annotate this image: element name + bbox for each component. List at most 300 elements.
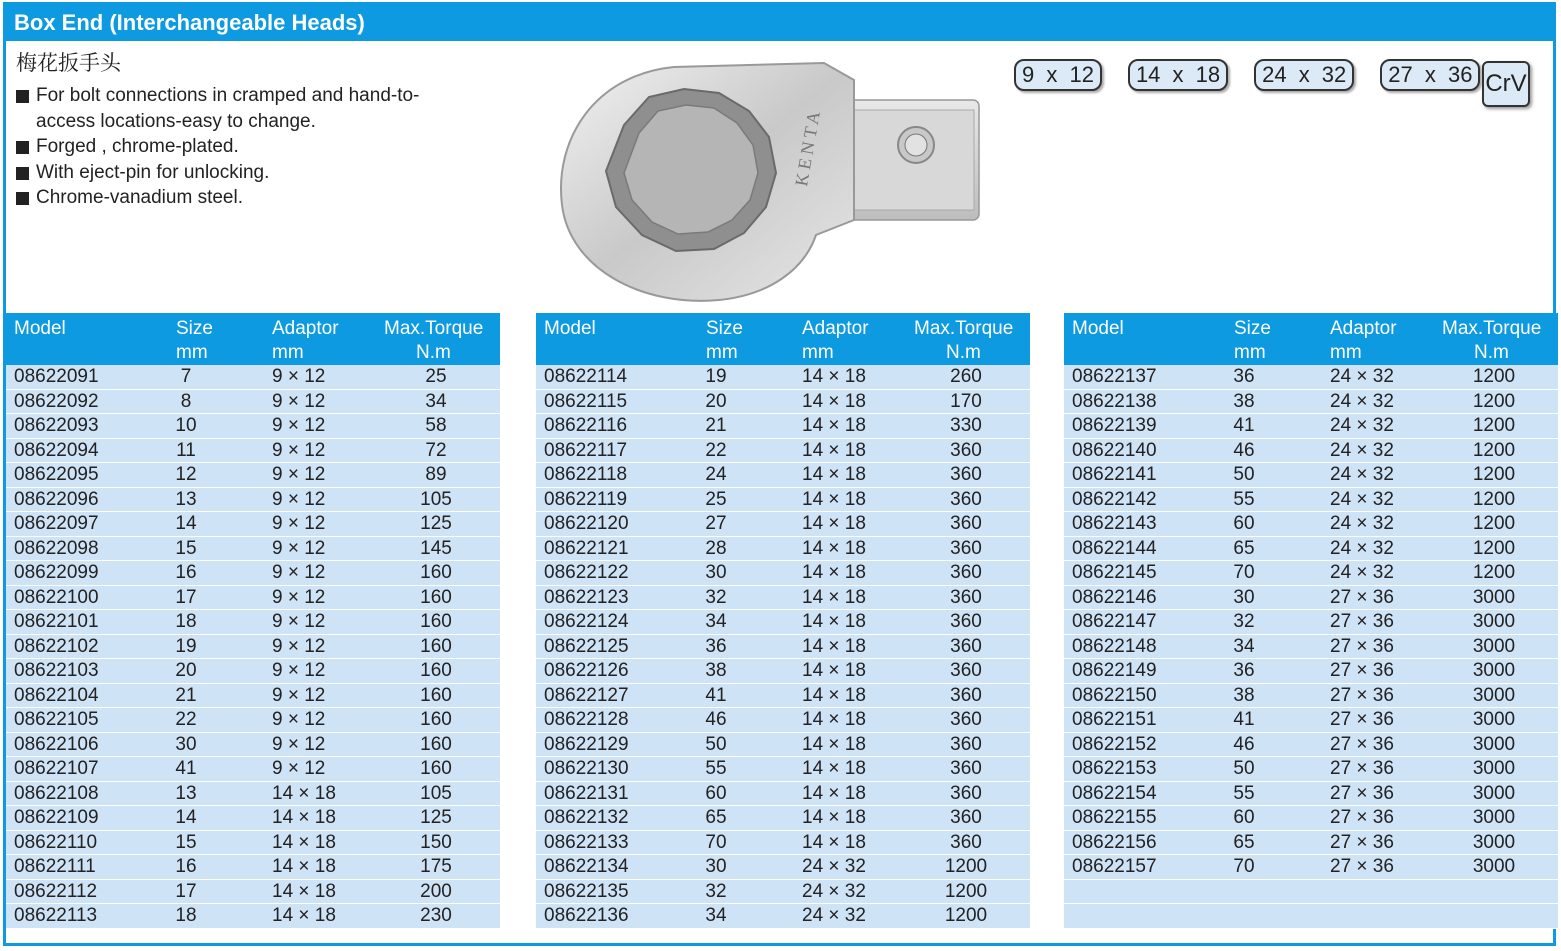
- adaptor-cell: 14 × 18: [272, 905, 336, 926]
- model-cell: 08622144: [1072, 537, 1157, 559]
- model-cell: 08622136: [544, 905, 629, 926]
- adaptor-cell: 24 × 32: [1330, 464, 1394, 485]
- torque-cell: 1200: [944, 880, 988, 902]
- model-cell: 08622139: [1072, 415, 1157, 436]
- header-torque: Max.Torque: [914, 318, 1014, 339]
- feature-item: Chrome-vanadium steel.: [16, 185, 456, 211]
- adaptor-cell: 9 × 12: [272, 733, 326, 755]
- adaptor-cell: 9 × 12: [272, 586, 326, 608]
- adaptor-cell: 14 × 18: [802, 709, 866, 730]
- size-cell: 30: [705, 856, 727, 877]
- size-cell: 16: [175, 856, 197, 877]
- torque-cell: 170: [950, 390, 982, 412]
- size-cell: 65: [1233, 831, 1255, 853]
- feature-item: With eject-pin for unlocking.: [16, 160, 456, 186]
- size-cell: 21: [175, 684, 197, 706]
- model-cell: 08622097: [14, 513, 99, 534]
- torque-cell: 3000: [1472, 709, 1516, 730]
- table-row: [1064, 659, 1558, 684]
- torque-cell: 360: [950, 537, 982, 559]
- size-cell: 12: [175, 464, 197, 485]
- table-row: [536, 512, 1030, 537]
- adaptor-cell: 9 × 12: [272, 488, 326, 510]
- chinese-subtitle: 梅花扳手头: [16, 51, 121, 75]
- size-cell: 65: [1233, 537, 1255, 559]
- header-torque-unit: N.m: [1474, 342, 1509, 363]
- model-cell: 08622098: [14, 537, 99, 559]
- torque-cell: 3000: [1472, 856, 1516, 877]
- size-cell: 65: [705, 807, 727, 828]
- feature-list: [16, 83, 456, 211]
- size-cell: 60: [705, 782, 727, 804]
- table-row: [6, 561, 500, 586]
- model-cell: 08622117: [544, 439, 628, 461]
- size-cell: 55: [705, 758, 727, 779]
- adaptor-cell: 24 × 32: [1330, 513, 1394, 534]
- table-row: [536, 463, 1030, 488]
- adaptor-cell: 9 × 12: [272, 439, 326, 461]
- table-row: [6, 684, 500, 709]
- header-size-unit: mm: [1234, 342, 1266, 363]
- header-adaptor: Adaptor: [272, 318, 339, 339]
- model-cell: 08622113: [14, 905, 98, 926]
- size-cell: 36: [1233, 366, 1255, 387]
- table-row: [6, 708, 500, 733]
- size-cell: 46: [1233, 439, 1255, 461]
- table-row: [6, 806, 500, 831]
- table-row: [536, 537, 1030, 562]
- model-cell: 08622143: [1072, 513, 1157, 534]
- size-cell: 8: [180, 390, 192, 412]
- torque-cell: 160: [420, 611, 452, 632]
- size-cell: 13: [175, 488, 197, 510]
- table-row: [6, 365, 500, 390]
- header-torque-unit: N.m: [416, 342, 451, 363]
- table-row: [6, 635, 500, 660]
- torque-cell: 360: [950, 758, 982, 779]
- table-row: [536, 806, 1030, 831]
- adaptor-cell: 27 × 36: [1330, 635, 1394, 657]
- torque-cell: 125: [420, 807, 452, 828]
- torque-cell: 1200: [1472, 366, 1516, 387]
- size-cell: 60: [1233, 807, 1255, 828]
- model-cell: 08622120: [544, 513, 629, 534]
- torque-cell: 3000: [1472, 831, 1516, 853]
- adaptor-cell: 14 × 18: [272, 807, 336, 828]
- adaptor-cell: 9 × 12: [272, 684, 326, 706]
- header-model: Model: [544, 318, 596, 339]
- size-cell: 17: [175, 880, 197, 902]
- model-cell: 08622126: [544, 660, 629, 681]
- table-row: [6, 831, 500, 856]
- size-cell: 30: [1233, 586, 1255, 608]
- torque-cell: 160: [420, 562, 452, 583]
- size-cell: 19: [705, 366, 727, 387]
- adaptor-cell: 14 × 18: [802, 733, 866, 755]
- adaptor-cell: 14 × 18: [802, 464, 866, 485]
- table-row: [6, 782, 500, 807]
- size-cell: 60: [1233, 513, 1255, 534]
- adaptor-cell: 14 × 18: [802, 782, 866, 804]
- size-cell: 50: [1233, 464, 1255, 485]
- adaptor-cell: 27 × 36: [1330, 586, 1394, 608]
- size-cell: 34: [705, 611, 727, 632]
- adaptor-cell: 14 × 18: [802, 758, 866, 779]
- torque-cell: 3000: [1472, 733, 1516, 755]
- model-cell: 08622091: [14, 366, 99, 387]
- table-row: [1064, 806, 1558, 831]
- size-cell: 46: [1233, 733, 1255, 755]
- table-row: [6, 757, 500, 782]
- model-cell: 08622103: [14, 660, 99, 681]
- size-cell: 41: [1233, 709, 1255, 730]
- size-cell: 38: [705, 660, 727, 681]
- torque-cell: 360: [950, 586, 982, 608]
- torque-cell: 360: [950, 562, 982, 583]
- adaptor-cell: 27 × 36: [1330, 709, 1394, 730]
- model-cell: 08622157: [1072, 856, 1157, 877]
- model-cell: 08622125: [544, 635, 629, 657]
- adaptor-cell: 27 × 36: [1330, 660, 1394, 681]
- header-size: Size: [706, 318, 743, 339]
- adaptor-cell: 14 × 18: [802, 415, 866, 436]
- size-cell: 14: [175, 807, 197, 828]
- size-cell: 41: [705, 684, 727, 706]
- adaptor-cell: 14 × 18: [802, 586, 866, 608]
- adaptor-cell: 9 × 12: [272, 709, 326, 730]
- header-size-unit: mm: [176, 342, 208, 363]
- table-row: [536, 757, 1030, 782]
- table-row: [6, 659, 500, 684]
- size-cell: 20: [705, 390, 727, 412]
- model-cell: 08622152: [1072, 733, 1157, 755]
- torque-cell: 160: [420, 684, 452, 706]
- table-row: [1064, 537, 1558, 562]
- model-cell: 08622093: [14, 415, 99, 436]
- model-cell: 08622114: [544, 366, 628, 387]
- model-cell: 08622115: [544, 390, 628, 412]
- adaptor-cell: 9 × 12: [272, 390, 326, 412]
- torque-cell: 3000: [1472, 635, 1516, 657]
- size-cell: 20: [175, 660, 197, 681]
- adaptor-cell: 9 × 12: [272, 464, 326, 485]
- header-adaptor: Adaptor: [802, 318, 869, 339]
- size-cell: 30: [705, 562, 727, 583]
- torque-cell: 1200: [1472, 562, 1516, 583]
- adaptor-cell: 14 × 18: [802, 537, 866, 559]
- model-cell: 08622127: [544, 684, 629, 706]
- adaptor-cell: 9 × 12: [272, 513, 326, 534]
- model-cell: 08622124: [544, 611, 629, 632]
- model-cell: 08622138: [1072, 390, 1157, 412]
- table-row: [1064, 390, 1558, 415]
- adaptor-cell: 9 × 12: [272, 635, 326, 657]
- adaptor-cell: 27 × 36: [1330, 611, 1394, 632]
- table-row: [6, 414, 500, 439]
- torque-cell: 360: [950, 709, 982, 730]
- model-cell: 08622146: [1072, 586, 1157, 608]
- torque-cell: 150: [420, 831, 452, 853]
- adaptor-cell: 27 × 36: [1330, 782, 1394, 804]
- table-row: [536, 635, 1030, 660]
- model-cell: 08622147: [1072, 611, 1157, 632]
- adaptor-cell: 14 × 18: [802, 684, 866, 706]
- catalog-frame: [3, 2, 1556, 946]
- model-cell: 08622155: [1072, 807, 1157, 828]
- torque-cell: 3000: [1472, 758, 1516, 779]
- adaptor-cell: 14 × 18: [802, 366, 866, 387]
- table-row: [6, 512, 500, 537]
- header-model: Model: [1072, 318, 1124, 339]
- model-cell: 08622107: [14, 758, 99, 779]
- table-row: [1064, 855, 1558, 880]
- adaptor-cell: 27 × 36: [1330, 684, 1394, 706]
- torque-cell: 1200: [944, 856, 988, 877]
- torque-cell: 360: [950, 464, 982, 485]
- adaptor-cell: 9 × 12: [272, 366, 326, 387]
- model-cell: 08622134: [544, 856, 629, 877]
- torque-cell: 360: [950, 807, 982, 828]
- adaptor-cell: 24 × 32: [1330, 415, 1394, 436]
- model-cell: 08622116: [544, 415, 628, 436]
- model-cell: 08622105: [14, 709, 99, 730]
- table-row: [536, 365, 1030, 390]
- table-row: [6, 488, 500, 513]
- torque-cell: 89: [425, 464, 447, 485]
- adaptor-cell: 24 × 32: [1330, 562, 1394, 583]
- torque-cell: 160: [420, 758, 452, 779]
- table-row: [1064, 733, 1558, 758]
- header-model: Model: [14, 318, 66, 339]
- table-row: [6, 390, 500, 415]
- model-cell: 08622102: [14, 635, 99, 657]
- model-cell: 08622095: [14, 464, 99, 485]
- adaptor-cell: 14 × 18: [802, 660, 866, 681]
- table-row: [536, 390, 1030, 415]
- model-cell: 08622100: [14, 586, 99, 608]
- model-cell: 08622128: [544, 709, 629, 730]
- torque-cell: 3000: [1472, 660, 1516, 681]
- adaptor-cell: 9 × 12: [272, 758, 326, 779]
- feature-item: For bolt connections in cramped and hand-to-access locations-easy to change.: [16, 83, 456, 134]
- size-cell: 55: [1233, 782, 1255, 804]
- header-torque: Max.Torque: [384, 318, 484, 339]
- feature-item: Forged , chrome-plated.: [16, 134, 456, 160]
- table-row: [536, 610, 1030, 635]
- model-cell: 08622135: [544, 880, 629, 902]
- size-cell: 55: [1233, 488, 1255, 510]
- table-row: [1064, 439, 1558, 464]
- empty-row: [1064, 904, 1558, 929]
- table-row: [1064, 463, 1558, 488]
- model-cell: 08622141: [1072, 464, 1157, 485]
- table-row: [536, 855, 1030, 880]
- adaptor-cell: 24 × 32: [1330, 390, 1394, 412]
- adaptor-cell: 27 × 36: [1330, 758, 1394, 779]
- spec-table-2: [536, 313, 1030, 929]
- torque-cell: 1200: [1472, 464, 1516, 485]
- model-cell: 08622110: [14, 831, 98, 853]
- adaptor-cell: 27 × 36: [1330, 831, 1394, 853]
- header-adaptor-unit: mm: [802, 342, 834, 363]
- table-header: [536, 313, 1030, 365]
- size-cell: 22: [705, 439, 727, 461]
- table-row: [1064, 512, 1558, 537]
- size-cell: 14: [175, 513, 197, 534]
- size-cell: 11: [176, 439, 196, 461]
- adaptor-cell: 14 × 18: [802, 635, 866, 657]
- size-cell: 70: [705, 831, 727, 853]
- header-size: Size: [176, 318, 213, 339]
- torque-cell: 1200: [944, 905, 988, 926]
- table-row: [536, 414, 1030, 439]
- adaptor-cell: 24 × 32: [802, 856, 866, 877]
- torque-cell: 3000: [1472, 611, 1516, 632]
- model-cell: 08622132: [544, 807, 629, 828]
- table-row: [536, 439, 1030, 464]
- torque-cell: 1200: [1472, 390, 1516, 412]
- table-row: [1064, 586, 1558, 611]
- model-cell: 08622151: [1072, 709, 1157, 730]
- torque-cell: 25: [425, 366, 447, 387]
- model-cell: 08622153: [1072, 758, 1157, 779]
- table-row: [536, 586, 1030, 611]
- torque-cell: 3000: [1472, 807, 1516, 828]
- table-row: [6, 880, 500, 905]
- size-cell: 70: [1233, 856, 1255, 877]
- table-row: [1064, 684, 1558, 709]
- empty-row: [1064, 880, 1558, 905]
- material-badge: CrV: [1482, 61, 1530, 107]
- adaptor-cell: 24 × 32: [1330, 537, 1394, 559]
- adaptor-cell: 14 × 18: [802, 513, 866, 534]
- torque-cell: 160: [420, 635, 452, 657]
- size-cell: 36: [705, 635, 727, 657]
- adaptor-cell: 14 × 18: [272, 782, 336, 804]
- size-cell: 16: [175, 562, 197, 583]
- model-cell: 08622156: [1072, 831, 1157, 853]
- adaptor-badges: [1014, 59, 1480, 91]
- adaptor-cell: 24 × 32: [802, 905, 866, 926]
- size-cell: 46: [705, 709, 727, 730]
- torque-cell: 105: [420, 488, 452, 510]
- table-row: [1064, 488, 1558, 513]
- table-header: [6, 313, 500, 365]
- adaptor-cell: 27 × 36: [1330, 733, 1394, 755]
- adaptor-cell: 14 × 18: [802, 611, 866, 632]
- model-cell: 08622096: [14, 488, 99, 510]
- table-row: [536, 708, 1030, 733]
- size-cell: 7: [180, 366, 192, 387]
- model-cell: 08622137: [1072, 366, 1157, 387]
- size-cell: 21: [705, 415, 727, 436]
- table-row: [1064, 757, 1558, 782]
- model-cell: 08622149: [1072, 660, 1157, 681]
- model-cell: 08622106: [14, 733, 99, 755]
- table-row: [1064, 635, 1558, 660]
- size-cell: 41: [175, 758, 197, 779]
- model-cell: 08622111: [14, 856, 96, 877]
- table-row: [536, 561, 1030, 586]
- model-cell: 08622118: [544, 464, 628, 485]
- table-row: [6, 439, 500, 464]
- header-adaptor-unit: mm: [1330, 342, 1362, 363]
- table-row: [536, 904, 1030, 929]
- model-cell: 08622104: [14, 684, 99, 706]
- box-end-head-image: [554, 45, 984, 313]
- adaptor-cell: 27 × 36: [1330, 856, 1394, 877]
- size-cell: 32: [705, 586, 727, 608]
- size-cell: 34: [1233, 635, 1255, 657]
- torque-cell: 360: [950, 611, 982, 632]
- table-row: [6, 855, 500, 880]
- adaptor-badge: 24 x 32: [1254, 59, 1354, 91]
- adaptor-badge: 9 x 12: [1014, 59, 1102, 91]
- adaptor-cell: 14 × 18: [802, 439, 866, 461]
- model-cell: 08622099: [14, 562, 99, 583]
- model-cell: 08622154: [1072, 782, 1157, 804]
- table-row: [6, 537, 500, 562]
- size-cell: 15: [175, 831, 197, 853]
- table-header: [1064, 313, 1558, 365]
- model-cell: 08622131: [544, 782, 629, 804]
- model-cell: 08622148: [1072, 635, 1157, 657]
- adaptor-cell: 24 × 32: [1330, 366, 1394, 387]
- table-row: [536, 831, 1030, 856]
- spec-table-1: [6, 313, 500, 929]
- torque-cell: 360: [950, 831, 982, 853]
- size-cell: 30: [175, 733, 197, 755]
- torque-cell: 200: [420, 880, 452, 902]
- size-cell: 25: [705, 488, 727, 510]
- torque-cell: 230: [420, 905, 452, 926]
- table-row: [1064, 708, 1558, 733]
- header-torque-unit: N.m: [946, 342, 981, 363]
- torque-cell: 105: [420, 782, 452, 804]
- torque-cell: 260: [950, 366, 982, 387]
- model-cell: 08622142: [1072, 488, 1157, 510]
- table-row: [6, 904, 500, 929]
- torque-cell: 360: [950, 513, 982, 534]
- size-cell: 41: [1233, 415, 1255, 436]
- model-cell: 08622109: [14, 807, 99, 828]
- size-cell: 24: [705, 464, 727, 485]
- adaptor-badge: 27 x 36: [1380, 59, 1480, 91]
- torque-cell: 175: [420, 856, 452, 877]
- torque-cell: 145: [420, 537, 452, 559]
- torque-cell: 360: [950, 782, 982, 804]
- torque-cell: 360: [950, 635, 982, 657]
- model-cell: 08622123: [544, 586, 629, 608]
- size-cell: 50: [705, 733, 727, 755]
- table-row: [1064, 610, 1558, 635]
- adaptor-cell: 9 × 12: [272, 562, 326, 583]
- torque-cell: 58: [425, 415, 447, 436]
- size-cell: 36: [1233, 660, 1255, 681]
- torque-cell: 360: [950, 488, 982, 510]
- table-row: [1064, 831, 1558, 856]
- adaptor-cell: 14 × 18: [802, 562, 866, 583]
- torque-cell: 360: [950, 660, 982, 681]
- table-row: [1064, 414, 1558, 439]
- adaptor-cell: 14 × 18: [272, 831, 336, 853]
- header-size-unit: mm: [706, 342, 738, 363]
- model-cell: 08622094: [14, 439, 99, 461]
- page-title: Box End (Interchangeable Heads): [6, 5, 1553, 41]
- torque-cell: 72: [425, 439, 447, 461]
- torque-cell: 1200: [1472, 513, 1516, 534]
- model-cell: 08622119: [544, 488, 628, 510]
